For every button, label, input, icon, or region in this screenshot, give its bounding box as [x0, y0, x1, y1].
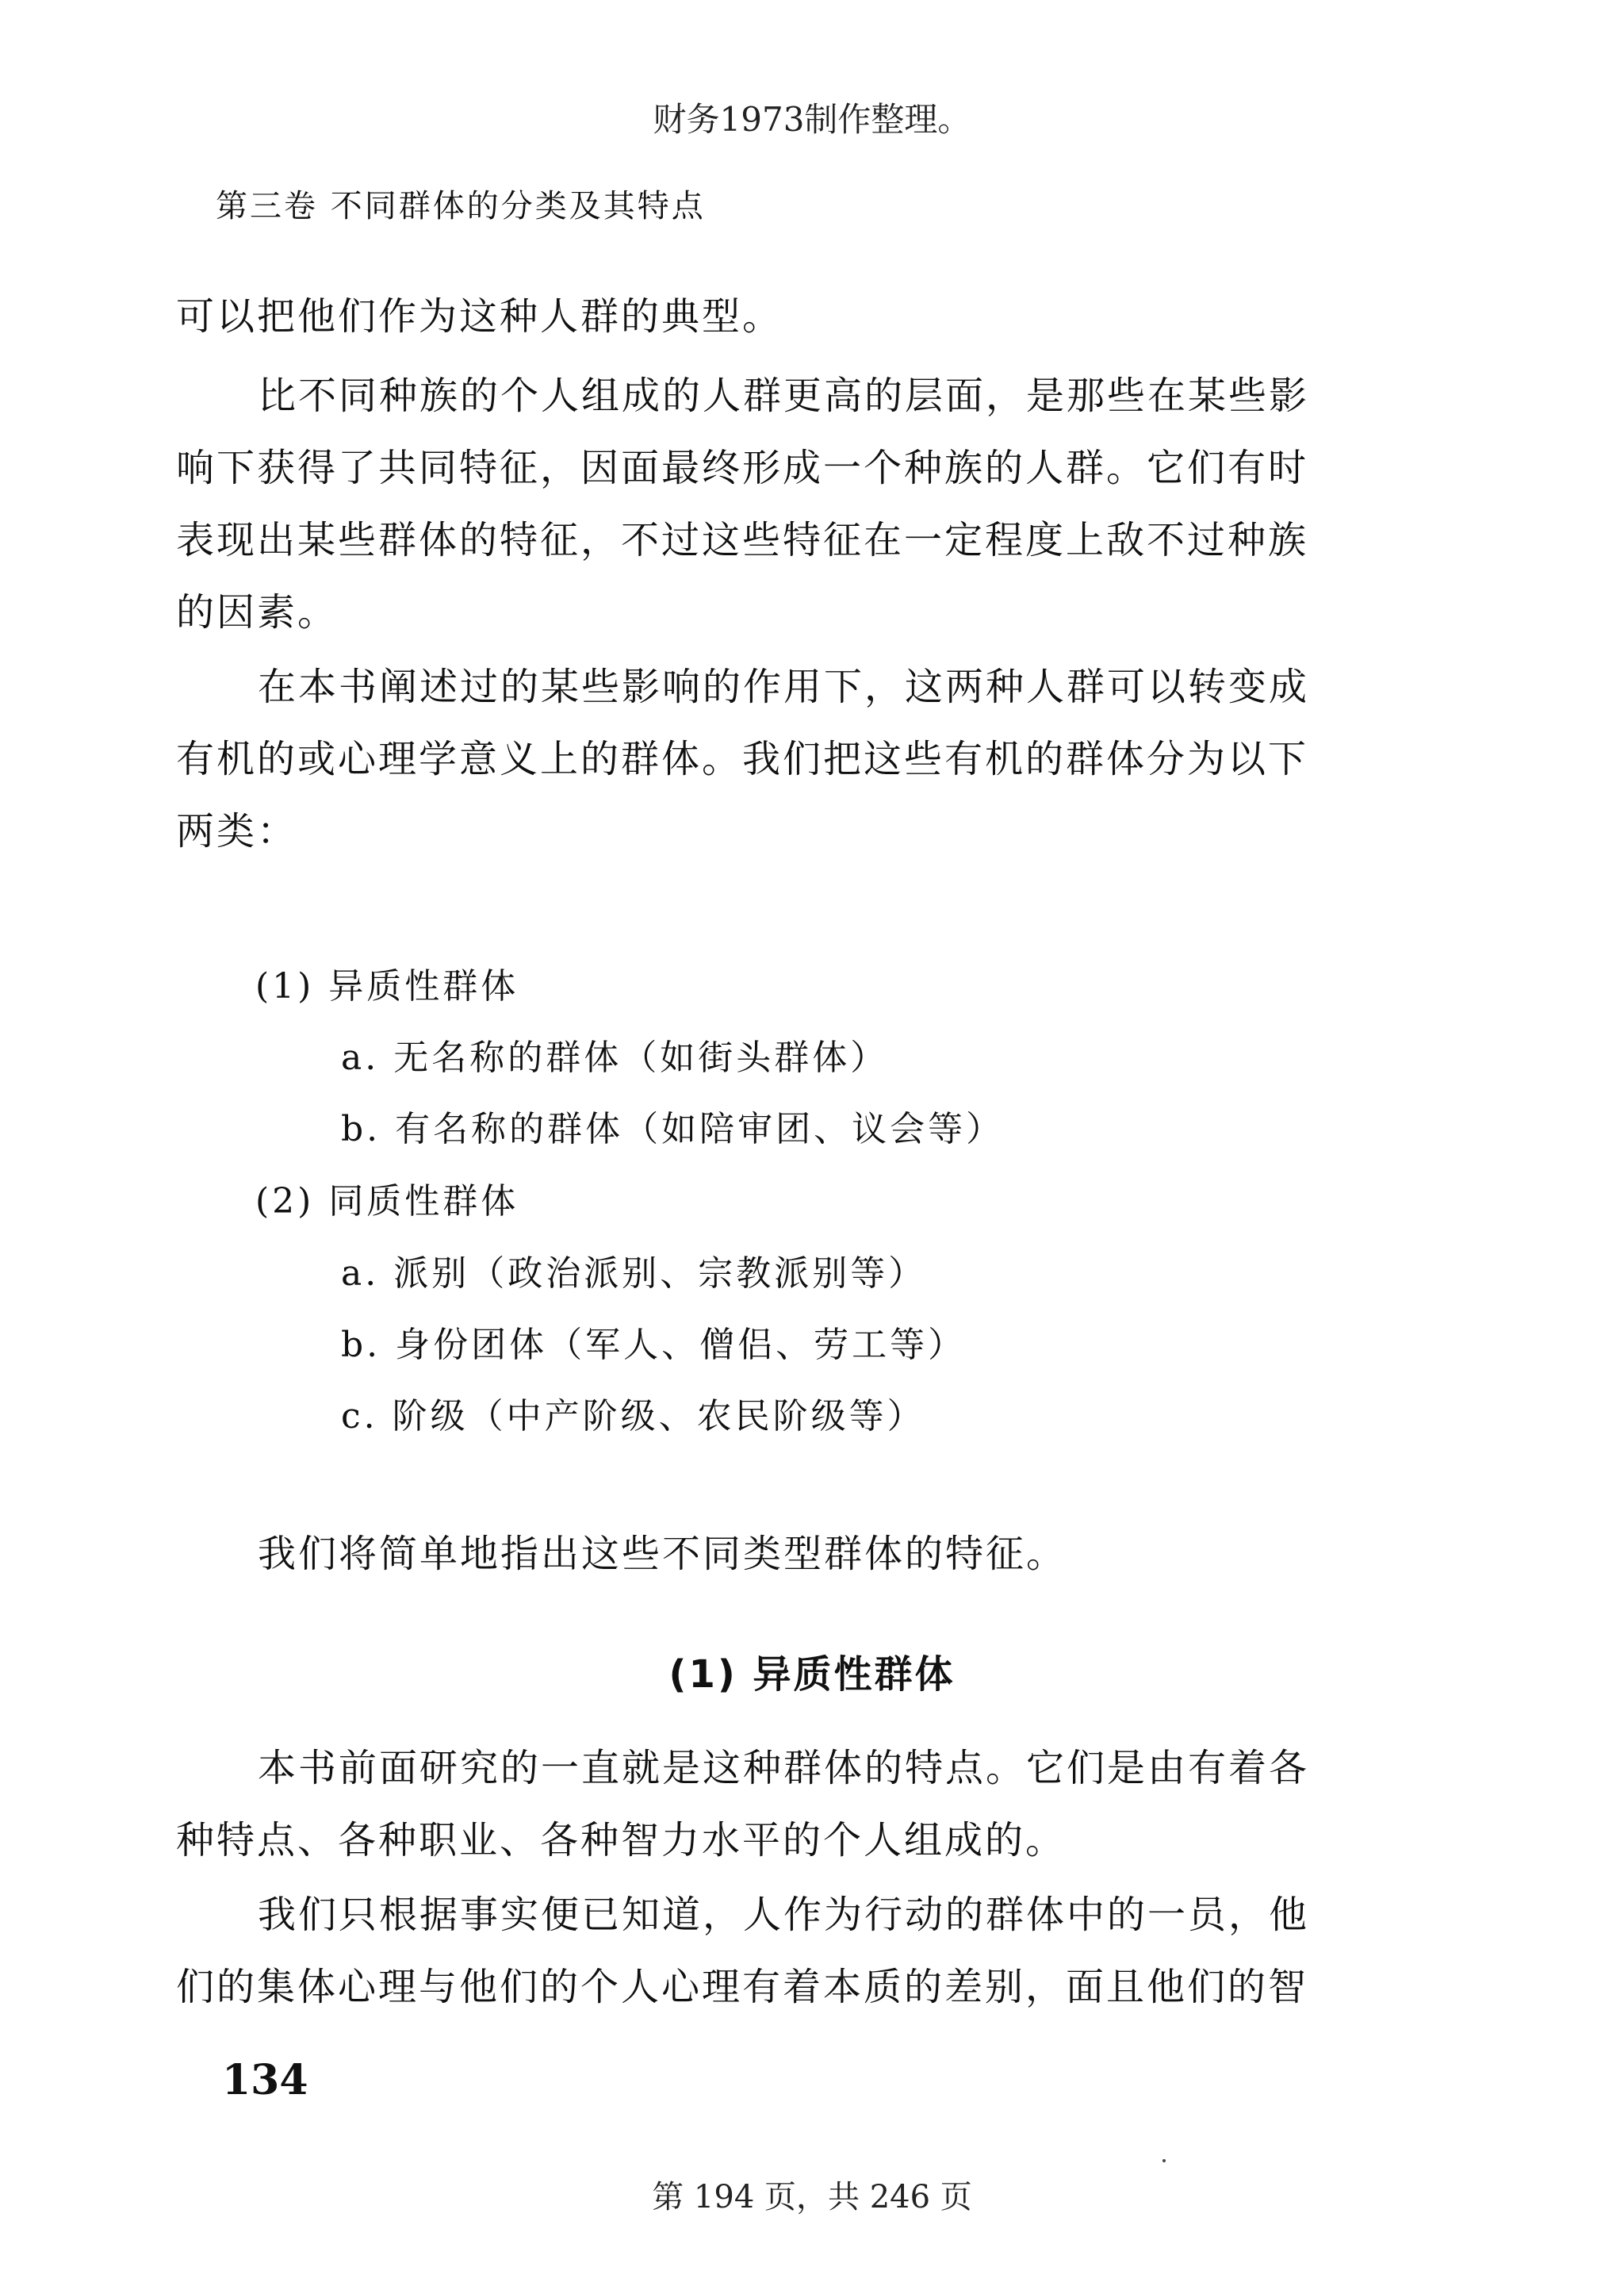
body-line: 响下获得了共同特征，因面最终形成一个种族的人群。它们有时 [176, 446, 1309, 490]
list-item: b. 身份团体（军人、僧侣、劳工等） [341, 1325, 967, 1365]
body-line: 可以把他们作为这种人群的典型。 [176, 294, 783, 339]
page-counter: 第 194 页，共 246 页 [652, 2179, 972, 2215]
summary-line: 我们将简单地指出这些不同类型群体的特征。 [258, 1532, 1067, 1576]
body-line: 两类： [176, 809, 298, 853]
book-page-number: 134 [222, 2056, 308, 2104]
list-item: a. 派别（政治派别、宗教派别等） [341, 1253, 927, 1294]
body-line: 我们只根据事实便已知道，人作为行动的群体中的一员，他 [258, 1893, 1310, 1937]
body-line: 的因素。 [176, 590, 339, 635]
section-heading: (1) 异质性群体 [668, 1652, 956, 1697]
body-line: 种特点、各种职业、各种智力水平的个人组成的。 [176, 1818, 1067, 1862]
list-heading: (1) 异质性群体 [255, 966, 519, 1007]
scan-speck [1162, 2159, 1166, 2162]
body-line: 比不同种族的个人组成的人群更高的层面，是那些在某些影 [258, 374, 1310, 418]
body-line: 有机的或心理学意义上的群体。我们把这些有机的群体分为以下 [176, 737, 1309, 781]
body-line: 表现出某些群体的特征，不过这些特征在一定程度上敌不过种族 [176, 518, 1309, 562]
body-line: 们的集体心理与他们的个人心理有着本质的差别，面且他们的智 [176, 1965, 1309, 2009]
list-heading: (2) 同质性群体 [255, 1181, 519, 1222]
list-item: b. 有名称的群体（如陪审团、议会等） [341, 1109, 1005, 1149]
list-item: a. 无名称的群体（如街头群体） [341, 1038, 889, 1078]
list-item: c. 阶级（中产阶级、农民阶级等） [341, 1396, 925, 1437]
watermark-text: 财务1973制作整理。 [653, 100, 971, 139]
body-line: 在本书阐述过的某些影响的作用下，这两种人群可以转变成 [258, 665, 1310, 709]
body-line: 本书前面研究的一直就是这种群体的特点。它们是由有着各 [258, 1746, 1310, 1790]
running-head: 第三卷 不同群体的分类及其特点 [216, 188, 706, 224]
